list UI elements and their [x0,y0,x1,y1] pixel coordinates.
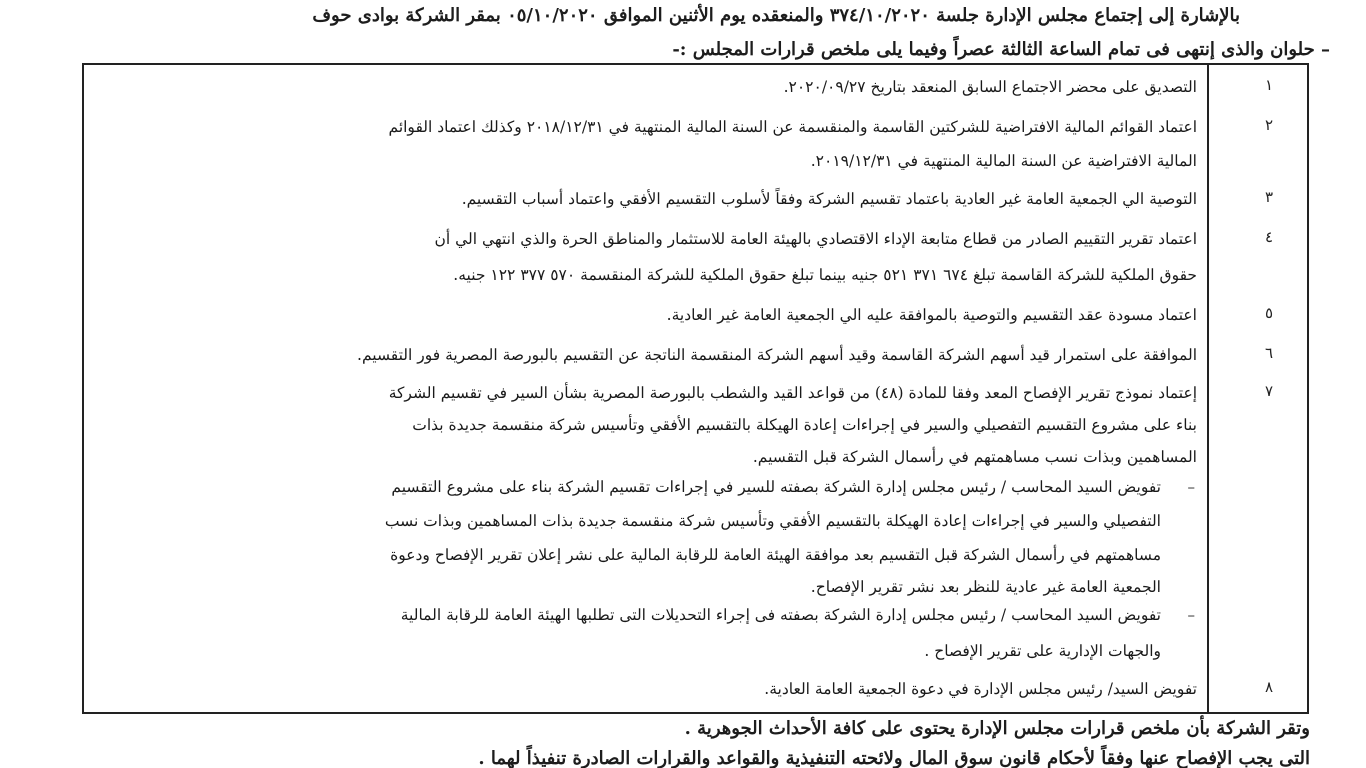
item-5-line-1: اعتماد مسودة عقد التقسيم والتوصية بالموافقة عليه الي الجمعية العامة غير العادية. [666,306,1197,324]
item-6-line-1: الموافقة على استمرار قيد أسهم الشركة القاسمة وقيد أسهم الشركة المنقسمة الناتجة عن التقسيم بالبورصة المصرية فور التقسيم. [357,346,1197,364]
item-3-line-1: التوصية الي الجمعية العامة غير العادية باعتماد تقسيم الشركة وفقاً لأسلوب التقسيم الأفقي واعتماد أسباب التقسيم. [461,190,1197,208]
item-number-6: ٦ [1264,344,1274,362]
item-4-line-2: حقوق الملكية للشركة القاسمة تبلغ ٦٧٤ ٣٧١ ٥٢١ جنيه بينما تبلغ حقوق الملكية للشركة المنقسمة ٥٧٠ ٣٧٧ ١٢٢ جنيه. [453,266,1197,284]
item-7-line-3: المساهمين وبذات نسب مساهمتهم في رأسمال الشركة قبل التقسيم. [752,448,1197,466]
subitem-a-line-4: الجمعية العامة غير عادية للنظر بعد نشر تقرير الإفصاح. [810,578,1161,596]
item-number-1: ١ [1264,76,1274,94]
item-7-line-1: إعتماد نموذج تقرير الإفصاح المعد وفقا للمادة (٤٨) من قواعد القيد والشطب بالبورصة المصرية بشأن السير في تقسيم الشركة [388,384,1197,402]
intro-line-2: – حلوان والذى إنتهى فى تمام الساعة الثالثة عصراً وفيما يلى ملخص قرارات المجلس :- [672,39,1330,60]
intro-line-1: بالإشارة إلى إجتماع مجلس الإدارة جلسة ٣٧٤/١٠/٢٠٢٠ والمنعقده يوم الأثنين الموافق ٠٥/١٠/٢٠٢٠ بمقر الشركة بوادى حوف [312,5,1240,26]
number-column-divider [1207,65,1209,712]
subitem-a-line-3: مساهمتهم في رأسمال الشركة قبل التقسيم بعد موافقة الهيئة العامة للرقابة المالية على نشر إعلان تقرير الإفصاح ودعوة [390,546,1161,564]
subitem-a-line-2: التفصيلي والسير في إجراءات إعادة الهيكلة بالتقسيم الأفقي وتأسيس شركة منقسمة جديدة بذات المساهمين وبذات نسب [384,512,1161,530]
decisions-table [82,63,1309,714]
item-1-line-1: التصديق على محضر الاجتماع السابق المنعقد بتاريخ ٢٠٢٠/٠٩/٢٧. [783,78,1197,96]
subitem-b-line-1: تفويض السيد المحاسب / رئيس مجلس إدارة الشركة بصفته فى إجراء التحديلات التى تطلبها الهيئة العامة للرقابة المالية [400,606,1161,624]
outro-line-2: التى يجب الإفصاح عنها وفقاً لأحكام قانون سوق المال ولائحته التنفيذية والقواعد والقرارات الصادرة تنفيذاً لهما . [478,748,1310,768]
item-2-line-1: اعتماد القوائم المالية الافتراضية للشركتين القاسمة والمنقسمة عن السنة المالية المنتهية في ٢٠١٨/١٢/٣١ وكذلك اعتماد القوائم [388,118,1197,136]
subitem-a-line-1: تفويض السيد المحاسب / رئيس مجلس إدارة الشركة بصفته للسير في إجراءات تقسيم الشركة بناء على مشروع التقسيم [391,478,1161,496]
item-number-8: ٨ [1264,678,1274,696]
subitem-b-line-2: والجهات الإدارية على تقرير الإفصاح . [924,642,1161,660]
item-2-line-2: المالية الافتراضية عن السنة المالية المنتهية في ٢٠١٩/١٢/٣١. [810,152,1197,170]
subitem-b-bullet: – [1187,606,1195,624]
item-8-line-1: تفويض السيد/ رئيس مجلس الإدارة في دعوة الجمعية العامة العادية. [764,680,1197,698]
item-number-7: ٧ [1264,382,1274,400]
item-number-2: ٢ [1264,116,1274,134]
outro-line-1: وتقر الشركة بأن ملخص قرارات مجلس الإدارة يحتوى على كافة الأحداث الجوهرية . [684,718,1310,739]
item-number-3: ٣ [1264,188,1274,206]
subitem-a-bullet: – [1187,478,1195,496]
item-number-5: ٥ [1264,304,1274,322]
item-7-line-2: بناء على مشروع التقسيم التفصيلي والسير في إجراءات إعادة الهيكلة بالتقسيم الأفقي وتأسيس شركة منقسمة جديدة بذات [412,416,1197,434]
item-number-4: ٤ [1264,228,1274,246]
item-4-line-1: اعتماد تقرير التقييم الصادر من قطاع متابعة الإداء الاقتصادي بالهيئة العامة للاستثمار والمناطق الحرة والذي انتهي الي أن [434,230,1197,248]
